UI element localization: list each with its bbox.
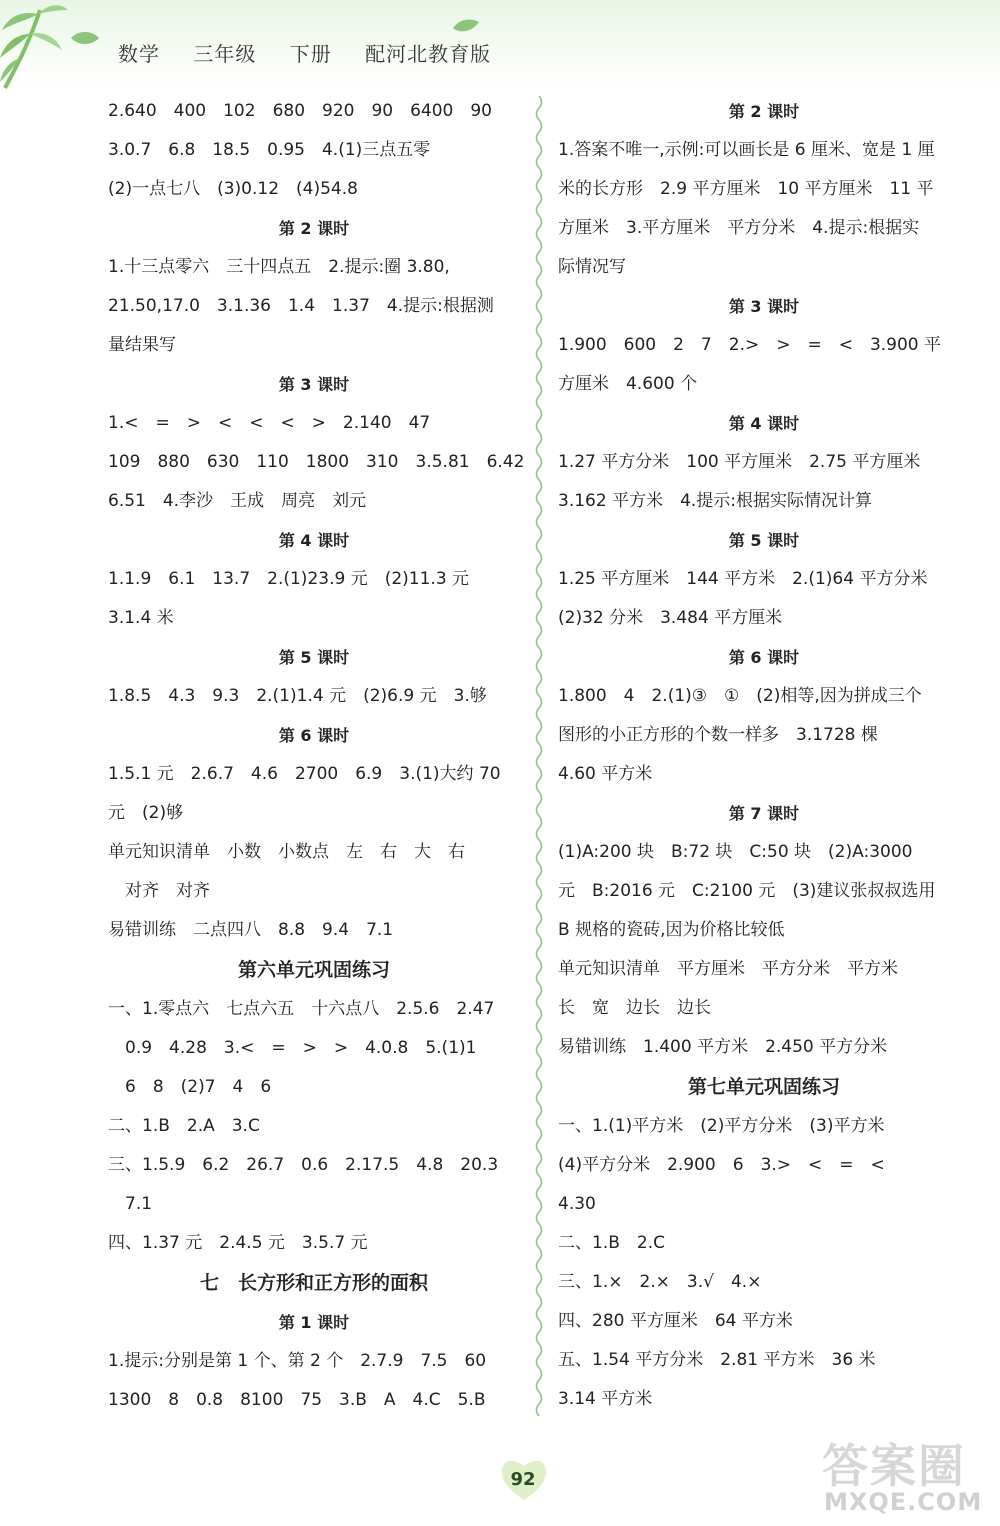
answer-line: 图形的小正方形的个数一样多 3.1728 棵 — [558, 725, 878, 745]
answer-line: 3.1.4 米 — [108, 608, 174, 628]
answer-line: 际情况写 — [558, 257, 626, 277]
answer-line: (4)平方分米 2.900 6 3.> < = < — [558, 1155, 885, 1175]
answer-line: 4.30 — [558, 1194, 596, 1214]
answer-line: 单元知识清单 小数 小数点 左 右 大 右 — [108, 842, 465, 862]
answer-line: (2)一点七八 (3)0.12 (4)54.8 — [108, 179, 358, 199]
answer-line: 量结果写 — [108, 335, 176, 355]
answer-line: (1)A:200 块 B:72 块 C:50 块 (2)A:3000 — [558, 842, 913, 862]
answer-line: 长 宽 边长 边长 — [558, 998, 711, 1018]
answer-line: 3.14 平方米 — [558, 1389, 653, 1409]
answer-line: 1.提示:分别是第 1 个、第 2 个 2.7.9 7.5 60 — [108, 1351, 487, 1371]
answer-line: 1.25 平方厘米 144 平方米 2.(1)64 平方分米 — [558, 569, 928, 589]
answer-line: B 规格的瓷砖,因为价格比较低 — [558, 920, 785, 940]
answer-line: 6.51 4.李沙 王成 周亮 刘元 — [108, 491, 367, 511]
lesson-heading: 第 5 课时 — [278, 648, 350, 667]
answer-line: 三、1.5.9 6.2 26.7 0.6 2.17.5 4.8 20.3 — [108, 1155, 499, 1175]
answer-line: 0.9 4.28 3.< = > > 4.0.8 5.(1)1 — [108, 1038, 477, 1058]
watermark-text: 答案圈 — [822, 1439, 966, 1493]
answer-line: 7.1 — [108, 1194, 153, 1214]
answer-line: 1.答案不唯一,示例:可以画长是 6 厘米、宽是 1 厘 — [558, 140, 935, 160]
unit-heading: 第七单元巩固练习 — [687, 1076, 840, 1098]
answer-line: 1.1.9 6.1 13.7 2.(1)23.9 元 (2)11.3 元 — [108, 569, 470, 589]
answer-line: 109 880 630 110 1800 310 3.5.81 6.42 — [108, 452, 525, 472]
lesson-heading: 第 3 课时 — [278, 375, 350, 394]
lesson-heading: 第 5 课时 — [728, 531, 800, 550]
answer-line: 1.十三点零六 三十四点五 2.提示:圈 3.80, — [108, 257, 450, 277]
page-header — [118, 38, 517, 67]
left-column — [108, 92, 525, 1420]
answer-line: 一、1.零点六 七点六五 十六点八 2.5.6 2.47 — [108, 999, 495, 1019]
answer-line: 对齐 对齐 — [108, 881, 210, 901]
lesson-heading: 第 2 课时 — [278, 219, 350, 238]
answer-line: 元 (2)够 — [108, 803, 184, 823]
answer-line: 四、280 平方厘米 64 平方米 — [558, 1311, 793, 1331]
answer-line: 1.< = > < < < > 2.140 47 — [108, 413, 431, 433]
answer-line: 4.60 平方米 — [558, 764, 653, 784]
right-column — [558, 92, 970, 1419]
answer-line: 1.800 4 2.(1)③ ① (2)相等,因为拼成三个 — [558, 686, 922, 706]
answer-line: 3.162 平方米 4.提示:根据实际情况计算 — [558, 491, 873, 511]
column-divider — [532, 96, 546, 1416]
answer-line: 元 B:2016 元 C:2100 元 (3)建议张叔叔选用 — [558, 881, 936, 901]
lesson-heading: 第 2 课时 — [728, 102, 800, 121]
answer-line: 一、1.(1)平方米 (2)平方分米 (3)平方米 — [558, 1116, 885, 1136]
header-volume: 下册 — [289, 42, 332, 66]
leaf-icon — [452, 18, 480, 34]
leaf-icon — [70, 30, 100, 46]
lesson-heading: 第 1 课时 — [278, 1313, 350, 1332]
answer-line: 米的长方形 2.9 平方厘米 10 平方厘米 11 平 — [558, 179, 934, 199]
watermark-url: MXQE.COM — [824, 1488, 983, 1516]
answer-line: 1300 8 0.8 8100 75 3.B A 4.C 5.B — [108, 1390, 486, 1410]
header-edition: 配河北教育版 — [365, 42, 492, 66]
answer-line: 易错训练 1.400 平方米 2.450 平方分米 — [558, 1037, 888, 1057]
answer-line: 1.8.5 4.3 9.3 2.(1)1.4 元 (2)6.9 元 3.够 — [108, 686, 487, 706]
answer-line: 6 8 (2)7 4 6 — [108, 1077, 272, 1097]
answer-line: 易错训练 二点四八 8.8 9.4 7.1 — [108, 920, 394, 940]
watermark-logo — [816, 1430, 996, 1522]
answer-line: 五、1.54 平方分米 2.81 平方米 36 米 — [558, 1350, 876, 1370]
lesson-heading: 第 4 课时 — [728, 414, 800, 433]
lesson-heading: 第 3 课时 — [728, 297, 800, 316]
unit-heading: 第六单元巩固练习 — [237, 959, 390, 981]
answer-line: 四、1.37 元 2.4.5 元 3.5.7 元 — [108, 1233, 368, 1253]
answer-line: 21.50,17.0 3.1.36 1.4 1.37 4.提示:根据测 — [108, 296, 494, 316]
answer-line: 三、1.× 2.× 3.√ 4.× — [558, 1272, 762, 1292]
answer-line: 1.900 600 2 7 2.> > = < 3.900 平 — [558, 335, 942, 355]
answer-line: (2)32 分米 3.484 平方厘米 — [558, 608, 783, 628]
answer-line: 1.5.1 元 2.6.7 4.6 2700 6.9 3.(1)大约 70 — [108, 764, 501, 784]
lesson-heading: 第 6 课时 — [278, 726, 350, 745]
lesson-heading: 第 6 课时 — [728, 648, 800, 667]
answer-line: 单元知识清单 平方厘米 平方分米 平方米 — [558, 959, 898, 979]
unit-heading: 七 长方形和正方形的面积 — [199, 1272, 428, 1294]
page-number: 92 — [510, 1469, 536, 1490]
header-grade: 三年级 — [193, 42, 257, 66]
answer-line: 3.0.7 6.8 18.5 0.95 4.(1)三点五零 — [108, 140, 431, 160]
lesson-heading: 第 4 课时 — [278, 531, 350, 550]
palm-leaf-decoration — [0, 0, 70, 90]
answer-line: 二、1.B 2.A 3.C — [108, 1116, 260, 1136]
lesson-heading: 第 7 课时 — [728, 804, 800, 823]
answer-line: 方厘米 3.平方厘米 平方分米 4.提示:根据实 — [558, 218, 920, 238]
answer-line: 1.27 平方分米 100 平方厘米 2.75 平方厘米 — [558, 452, 921, 472]
header-subject: 数学 — [118, 42, 160, 66]
answer-line: 2.640 400 102 680 920 90 6400 90 — [108, 101, 492, 121]
answer-line: 二、1.B 2.C — [558, 1233, 665, 1253]
answer-line: 方厘米 4.600 个 — [558, 374, 698, 394]
